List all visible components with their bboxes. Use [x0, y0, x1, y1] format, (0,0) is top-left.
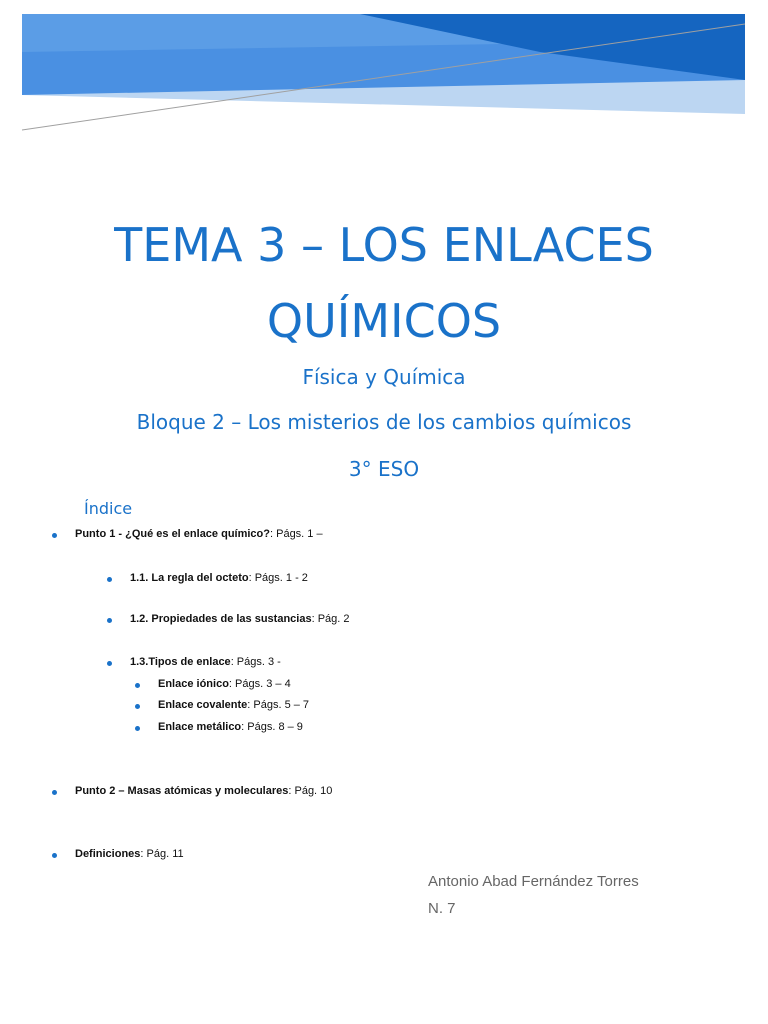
document-title-line1: TEMA 3 – LOS ENLACES: [114, 218, 654, 272]
index-item-1-2: [130, 613, 350, 625]
index-item-pages: : Págs. 5 – 7: [247, 699, 310, 711]
bullet-icon: [107, 661, 112, 666]
index-item-covalente: [158, 699, 309, 711]
bullet-icon: [52, 853, 57, 858]
index-item-label: 1.1. La regla del octeto: [130, 572, 249, 584]
index-item-label: Enlace covalente: [158, 699, 248, 711]
author-number: N. 7: [428, 900, 456, 917]
index-item-label: Enlace metálico: [158, 721, 242, 733]
index-item-definiciones: [75, 848, 184, 860]
index-heading: Índice: [84, 499, 133, 518]
bullet-icon: [52, 533, 57, 538]
index-item-1-1: [130, 572, 308, 584]
block-subtitle: Bloque 2 – Los misterios de los cambios químicos: [136, 410, 632, 434]
header-decoration: [0, 0, 768, 140]
level-subtitle: 3° ESO: [348, 457, 420, 481]
index-item-ionico: [158, 678, 291, 690]
index-item-pages: : Pág. 11: [140, 848, 184, 860]
index-item-pages: : Págs. 3 -: [230, 656, 281, 668]
index-item-pages: : Págs. 3 – 4: [228, 678, 291, 690]
author-name: Antonio Abad Fernández Torres: [428, 873, 639, 890]
bullet-icon: [135, 683, 140, 688]
bullet-icon: [135, 726, 140, 731]
document-title-line2: QUÍMICOS: [266, 294, 502, 348]
index-item-pages: : Págs. 1 - 2: [248, 572, 308, 584]
index-item-label: Definiciones: [75, 848, 141, 860]
index-item-label: Punto 2 – Masas atómicas y moleculares: [75, 785, 289, 797]
index-item-pages: : Págs. 8 – 9: [241, 721, 303, 733]
bullet-icon: [52, 790, 57, 795]
bullet-icon: [107, 577, 112, 582]
index-item-label: 1.3.Tipos de enlace: [130, 656, 231, 668]
index-item-pages: : Pág. 10: [288, 785, 333, 797]
index-item-1-3: [130, 656, 281, 668]
index-item-label: Enlace iónico: [158, 678, 229, 690]
index-item-punto-1: [75, 528, 323, 540]
bullet-icon: [107, 618, 112, 623]
index-item-punto-2: [75, 785, 332, 797]
index-item-metalico: [158, 721, 303, 733]
index-item-label: Punto 1 - ¿Qué es el enlace químico?: [75, 528, 270, 540]
subject-subtitle: Física y Química: [302, 365, 466, 389]
index-item-label: 1.2. Propiedades de las sustancias: [130, 613, 312, 625]
bullet-icon: [135, 704, 140, 709]
index-item-pages: : Pág. 2: [311, 613, 350, 625]
index-item-pages: : Págs. 1 –: [270, 528, 323, 540]
